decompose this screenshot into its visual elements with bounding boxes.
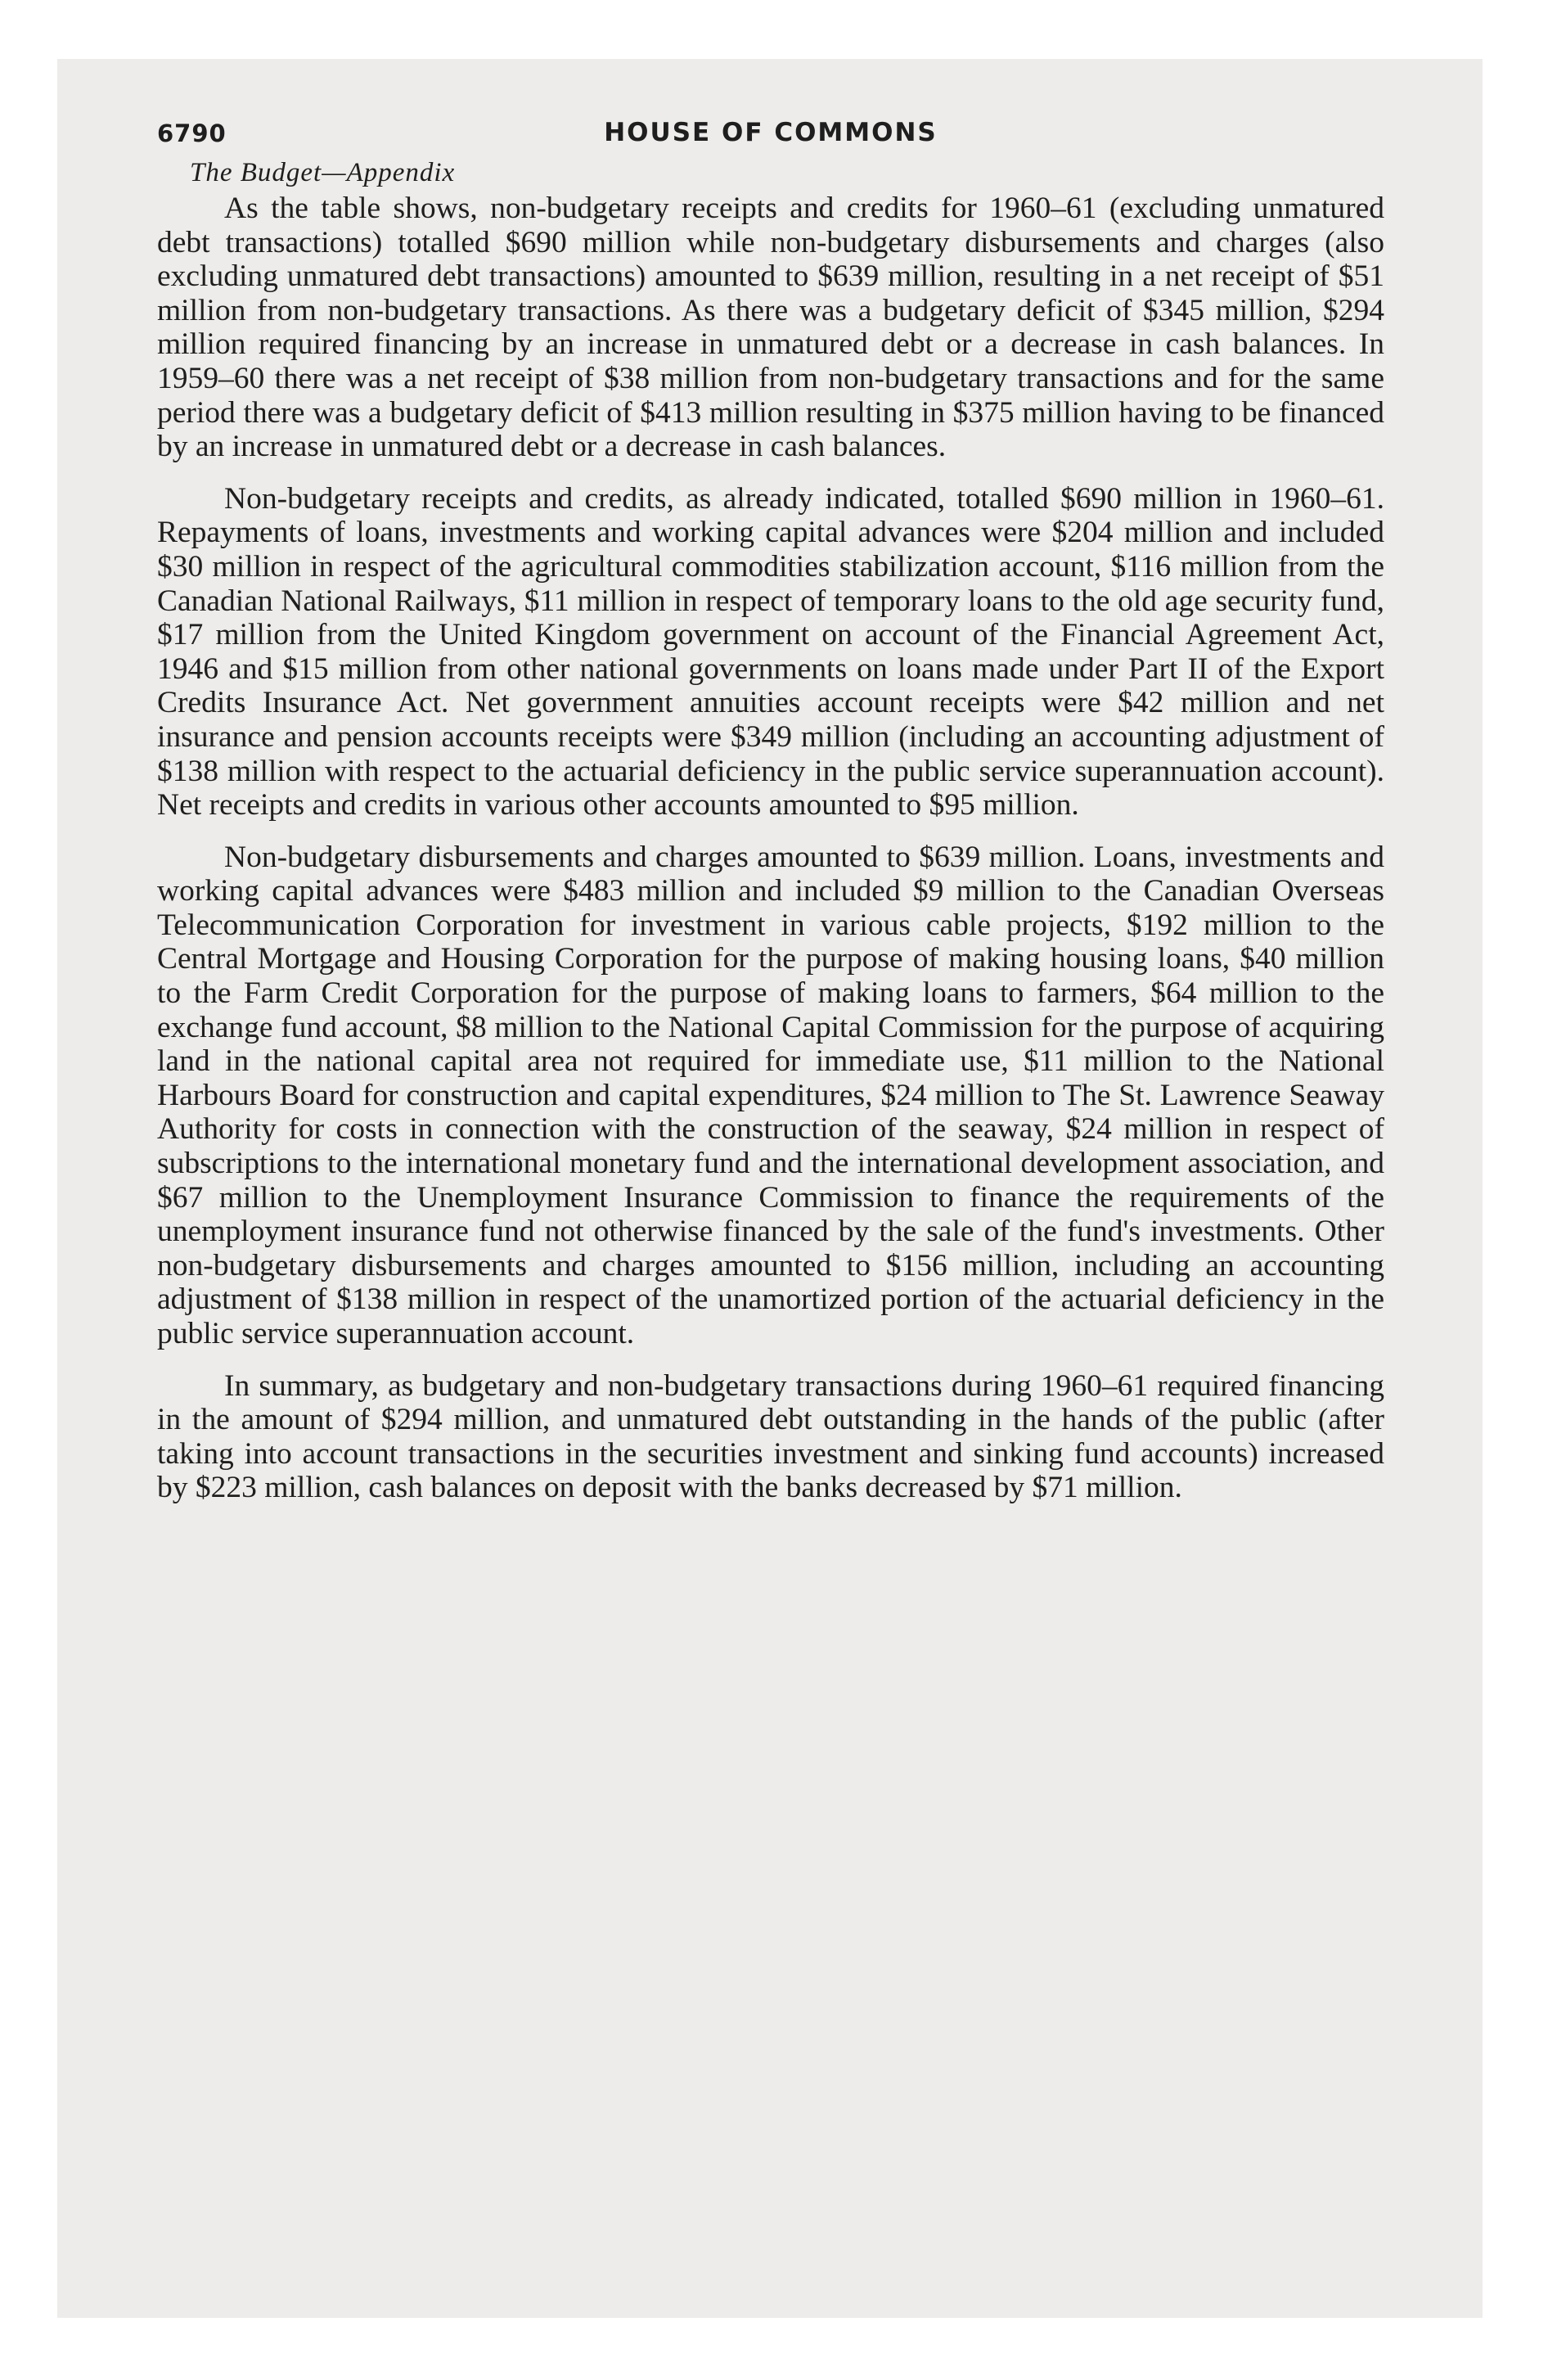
section-title: The Budget—Appendix [190, 158, 456, 187]
running-head: HOUSE OF COMMONS [604, 118, 938, 147]
page-number: 6790 [157, 119, 227, 147]
paragraph-4: In summary, as budgetary and non-budgetary transactions during 1960–61 required financing in the amount of $294 million, and unmatured debt outstanding in the hands of the public (after taking into account transactions in the securities investment and sinking fund accounts) increased by $223 million, cash balances on deposit with the banks decreased by $71 million. [157, 1368, 1384, 1505]
paragraph-3: Non-budgetary disbursements and charges amounted to $639 million. Loans, investments and working capital advances were $483 million and included $9 million to the Canadian Overseas Telecommunication Corporation for investment in various cable projects, $192 million to the Central Mortgage and Housing Corporation for the purpose of making housing loans, $40 million to the Farm Credit Corporation for the purpose of making loans to farmers, $64 million to the exchange fund account, $8 million to the National Capital Commission for the purpose of acquiring land in the national capital area not required for immediate use, $11 million to the National Harbours Board for construction and capital expenditures, $24 million to The St. Lawrence Seaway Authority for costs in connection with the construction of the seaway, $24 million in respect of subscriptions to the international monetary fund and the international development association, and $67 million to the Unemployment Insurance Commission to finance the requirements of the unemployment insurance fund not otherwise financed by the sale of the fund's investments. Other non-budgetary disbursements and charges amounted to $156 million, including an accounting adjustment of $138 million in respect of the unamortized portion of the actuarial deficiency in the public service superannuation account. [157, 840, 1384, 1350]
paragraph-2: Non-budgetary receipts and credits, as already indicated, totalled $690 million in 1960–61. Repayments of loans, investments and working capital advances were $204 million and included $30 million in respect of the agricultural commodities stabilization account, $116 million from the Canadian National Railways, $11 million in respect of temporary loans to the old age security fund, $17 million from the United Kingdom government on account of the Financial Agreement Act, 1946 and $15 million from other national governments on loans made under Part II of the Export Credits Insurance Act. Net government annuities account receipts were $42 million and net insurance and pension accounts receipts were $349 million (including an accounting adjustment of $138 million with respect to the actuarial deficiency in the public service superannuation account). Net receipts and credits in various other accounts amounted to $95 million. [157, 481, 1384, 823]
page-header [157, 113, 1384, 154]
page-content [157, 113, 1384, 1523]
paragraph-1: As the table shows, non-budgetary receipts and credits for 1960–61 (excluding unmatured debt transactions) totalled $690 million while non-budgetary disbursements and charges (also excluding unmatured debt transactions) amounted to $639 million, resulting in a net receipt of $51 million from non-budgetary transactions. As there was a budgetary deficit of $345 million, $294 million required financing by an increase in unmatured debt or a decrease in cash balances. In 1959–60 there was a net receipt of $38 million from non-budgetary transactions and for the same period there was a budgetary deficit of $413 million resulting in $375 million having to be financed by an increase in unmatured debt or a decrease in cash balances. [157, 192, 1384, 464]
